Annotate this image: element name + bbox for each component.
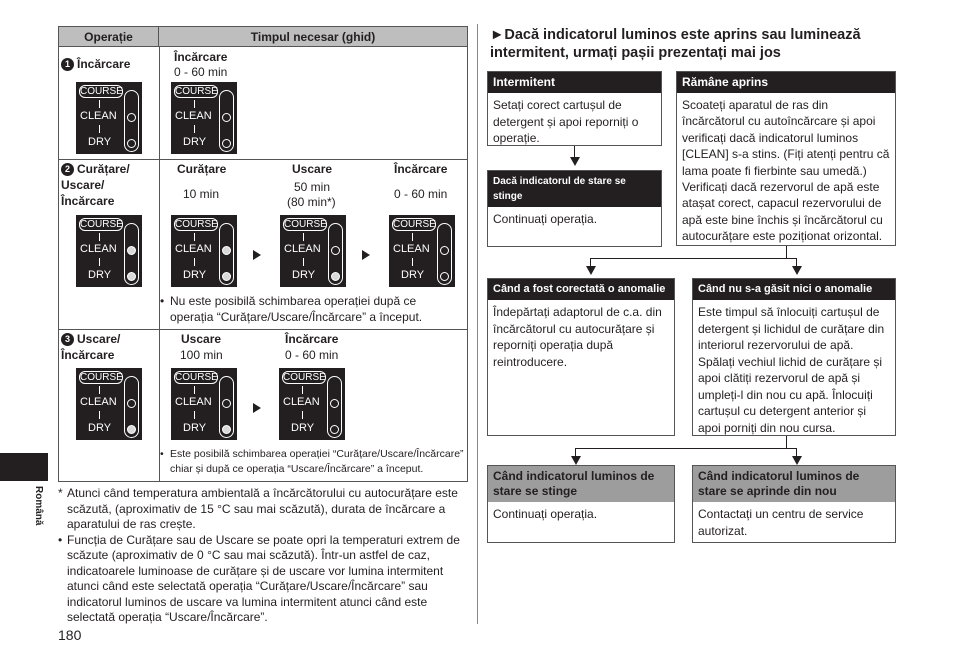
dry-light-icon — [331, 272, 340, 281]
course-label: COURSE — [80, 219, 123, 230]
row3-step2-label: Încărcare — [285, 332, 339, 346]
box-intermitent — [487, 71, 662, 146]
box-stinge-2-head: Când indicatorul luminos de stare se stinge — [488, 466, 674, 502]
box-nicio-head: Când nu s-a găsit nici o anomalie — [693, 279, 895, 300]
row3-step1-label: Uscare — [181, 332, 222, 346]
row2-note: • Nu este posibilă schimbarea operației după ce operația “Curățare/Uscare/Încărcare” a început. — [160, 294, 423, 324]
course-label: COURSE — [175, 372, 218, 383]
clean-light-icon — [127, 113, 136, 122]
box-stinge-2 — [487, 465, 675, 543]
dry-label: DRY — [183, 269, 207, 281]
dry-label: DRY — [292, 269, 316, 281]
dry-label: DRY — [291, 422, 315, 434]
row3-number-icon: 3 — [61, 333, 74, 346]
clean-label: CLEAN — [393, 243, 430, 255]
box-stinge-1-body: Continuați operația. — [493, 212, 598, 226]
row1-step1-time: 0 - 60 min — [174, 65, 228, 79]
indicator-panel — [76, 215, 142, 287]
clean-light-icon — [222, 246, 231, 255]
arrow-down-icon — [570, 157, 580, 166]
box-nicio-body: Este timpul să înlocuiți cartușul de detergent și lichidul de curățare din interiorul rezervorului de apă. Spălați vechiul lichid de curățare și apoi clătiți rezervorul de apă și umpleți-l din nou cu apă. Înlocuiți cartușul cu detergent anterior și apoi porniți din nou cursa. — [698, 305, 885, 435]
separator-line — [194, 386, 195, 394]
separator-line — [99, 258, 100, 266]
dry-label: DRY — [88, 269, 112, 281]
dry-light-icon — [222, 139, 231, 148]
course-label: COURSE — [283, 372, 326, 383]
row3-step2-time: 0 - 60 min — [285, 348, 339, 362]
row2-step2-label: Uscare — [292, 162, 333, 176]
bullet-icon: • — [160, 294, 165, 308]
separator-line — [194, 411, 195, 419]
bullet-icon: • — [160, 448, 164, 460]
dry-light-icon — [440, 272, 449, 281]
clean-light-icon — [330, 399, 339, 408]
row2-step3-time: 0 - 60 min — [394, 187, 448, 201]
course-label: COURSE — [175, 86, 218, 97]
separator-line — [302, 411, 303, 419]
dry-light-icon — [127, 139, 136, 148]
box-aprinde-body: Contactați un centru de service autorizat. — [698, 507, 864, 538]
flow-line — [575, 448, 797, 449]
clean-label: CLEAN — [284, 243, 321, 255]
arrow-right-icon — [362, 250, 370, 260]
arrow-down-icon — [586, 266, 596, 275]
separator-line — [303, 258, 304, 266]
separator-line — [99, 411, 100, 419]
clean-light-icon — [222, 113, 231, 122]
row2-step2-time-extra: (80 min*) — [287, 195, 336, 209]
arrow-right-icon — [253, 250, 261, 260]
indicator-panel — [76, 82, 142, 154]
footnote-marker: • — [58, 532, 63, 547]
header-operation: Operație — [59, 27, 159, 47]
clean-label: CLEAN — [80, 243, 117, 255]
flow-title: ►Dacă indicatorul luminos este aprins sau luminează intermitent, urmați pașii prezentați mai jos — [490, 27, 861, 61]
clean-light-icon — [222, 399, 231, 408]
clean-label: CLEAN — [80, 396, 117, 408]
box-stinge-1 — [487, 170, 662, 247]
flow-line — [590, 258, 797, 259]
box-nicio-anomalie — [692, 278, 896, 436]
row2-step3-label: Încărcare — [394, 162, 448, 176]
language-tab-marker — [0, 453, 48, 481]
separator-line — [194, 258, 195, 266]
box-aprinde-din-nou — [692, 465, 896, 543]
separator-line — [99, 386, 100, 394]
dry-label: DRY — [88, 136, 112, 148]
indicator-panel — [171, 82, 237, 154]
clean-label: CLEAN — [175, 396, 212, 408]
separator-line — [99, 233, 100, 241]
course-label: COURSE — [80, 86, 123, 97]
row3-step1-time: 100 min — [180, 348, 223, 362]
separator-line — [99, 125, 100, 133]
separator-line — [99, 100, 100, 108]
separator-line — [412, 233, 413, 241]
footnotes — [58, 486, 468, 626]
clean-light-icon — [331, 246, 340, 255]
box-corectata — [487, 278, 675, 436]
footnote-marker: * — [58, 486, 63, 500]
separator-line — [194, 233, 195, 241]
box-stinge-2-body: Continuați operația. — [493, 507, 598, 521]
footnote-2: • Funcția de Curățare sau de Uscare se poate opri la temperaturi extrem de scăzute (aproximativ de 0 °C sau mai scăzută). Într-un astfel de caz, indicatoarele luminoase de curățare și de uscare vor lumina intermitent atunci când este selectată operația “Curățare/Uscare/Încărcare” sau indicatorul luminos de uscare va lumina intermitent atunci când este selectată operația “Uscare/Încărcare”. — [58, 532, 460, 624]
dry-label: DRY — [401, 269, 425, 281]
indicator-panel — [171, 368, 237, 440]
course-label: COURSE — [284, 219, 327, 230]
course-label: COURSE — [393, 219, 436, 230]
page-number: 180 — [58, 627, 82, 643]
row1-step1-label: Încărcare — [174, 50, 228, 64]
dry-light-icon — [127, 272, 136, 281]
indicator-panel — [279, 368, 345, 440]
dry-light-icon — [127, 425, 136, 434]
row2-step1-label: Curățare — [177, 162, 227, 176]
indicator-panel — [389, 215, 455, 287]
clean-label: CLEAN — [175, 243, 212, 255]
box-corectata-head: Când a fost corectată o anomalie — [488, 279, 674, 300]
row3-operation: 3 Uscare/ Încărcare — [61, 332, 121, 362]
box-ramane-body: Scoateți aparatul de ras din încărcătorul cu autoîncărcare și apoi verificați dacă indicatorul luminos [CLEAN] s-a stins. (Fiți atenți pentru că lama poate fi fierbinte sau umedă.) Verificați dacă rezervorul de apă este atașat corect, capacul rezervorului de apă este bine închis și încărcătorul cu autocurățare este poziționat orizontal. — [682, 98, 890, 244]
clean-label: CLEAN — [283, 396, 320, 408]
clean-light-icon — [440, 246, 449, 255]
box-aprinde-head: Când indicatorul luminos de stare se aprinde din nou — [693, 466, 895, 502]
row1-number-icon: 1 — [61, 58, 74, 71]
box-stinge-1-head: Dacă indicatorul de stare se stinge — [488, 171, 661, 207]
indicator-panel — [280, 215, 346, 287]
table-row-line — [59, 329, 467, 330]
column-divider — [477, 24, 478, 624]
header-time: Timpul necesar (ghid) — [159, 27, 467, 47]
table-row-line — [59, 159, 467, 160]
arrow-right-icon — [253, 403, 261, 413]
separator-line — [302, 386, 303, 394]
dry-light-icon — [222, 425, 231, 434]
dry-light-icon — [222, 272, 231, 281]
footnote-1: * Atunci când temperatura ambientală a încărcătorului cu autocurățare este scăzută, (aproximativ de 15 °C sau mai scăzută), durata de încărcare a aparatului de ras crește. — [58, 486, 458, 531]
box-corectata-body: Îndepărtați adaptorul de c.a. din încărcătorul cu autocurățare și reporniți operația după reintroducere. — [493, 305, 662, 369]
dry-light-icon — [330, 425, 339, 434]
box-intermitent-body: Setați corect cartușul de detergent și apoi reporniți o operație. — [493, 98, 639, 145]
row2-operation: 2 Curățare/ Uscare/ Încărcare — [61, 162, 130, 208]
language-tab-label: Română — [33, 486, 44, 526]
indicator-panel — [76, 368, 142, 440]
row2-step1-time: 10 min — [183, 187, 220, 201]
clean-label: CLEAN — [175, 110, 212, 122]
arrow-down-icon — [571, 456, 581, 465]
row2-number-icon: 2 — [61, 163, 74, 176]
separator-line — [412, 258, 413, 266]
indicator-panel — [171, 215, 237, 287]
dry-label: DRY — [88, 422, 112, 434]
table-column-line — [159, 47, 160, 481]
dry-label: DRY — [183, 136, 207, 148]
clean-light-icon — [127, 399, 136, 408]
clean-light-icon — [127, 246, 136, 255]
separator-line — [303, 233, 304, 241]
box-ramane-aprins — [676, 71, 896, 246]
course-label: COURSE — [175, 219, 218, 230]
row2-step2-time: 50 min — [294, 180, 331, 194]
box-intermitent-head: Intermitent — [488, 72, 661, 93]
box-ramane-head: Rămâne aprins — [677, 72, 895, 93]
arrow-down-icon — [792, 266, 802, 275]
dry-label: DRY — [183, 422, 207, 434]
separator-line — [194, 100, 195, 108]
arrow-down-icon — [792, 456, 802, 465]
course-label: COURSE — [80, 372, 123, 383]
clean-label: CLEAN — [80, 110, 117, 122]
row1-operation: 1 Încărcare — [61, 56, 157, 72]
play-triangle-icon: ► — [490, 27, 505, 43]
separator-line — [194, 125, 195, 133]
row3-note: • Este posibilă schimbarea operației “Curățare/Uscare/Încărcare” chiar și după ce operația “Uscare/Încărcare” a început. — [160, 448, 464, 475]
